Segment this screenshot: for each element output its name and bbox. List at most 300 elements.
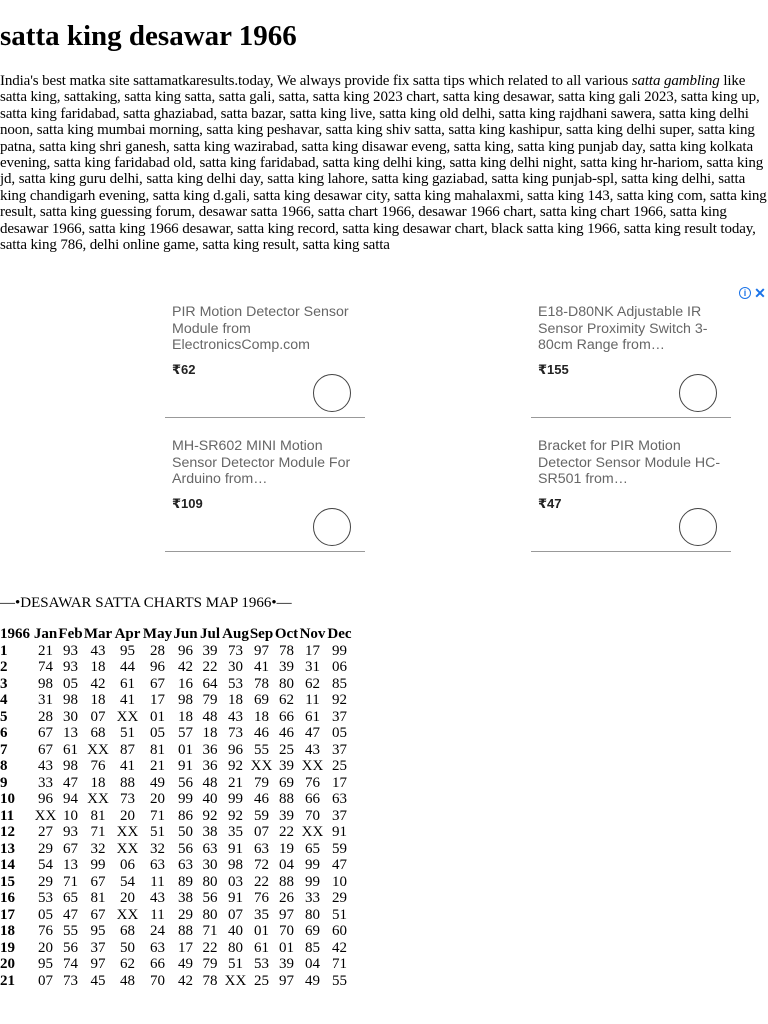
result-cell: 56 [202,890,218,906]
result-cell: 18 [228,692,243,708]
month-header: Jul [199,626,220,642]
result-cell: 25 [254,972,269,989]
result-cell: 57 [178,725,193,741]
result-cell: 53 [254,956,269,972]
chart-row [0,758,353,775]
date-cell: 11 [0,807,15,824]
result-cell: 17 [305,642,320,659]
date-cell: 4 [0,692,8,708]
result-cell: 38 [202,824,218,840]
result-cell: 35 [228,824,243,840]
result-cell: 18 [202,725,218,741]
result-cell: 66 [150,956,165,972]
date-cell: 21 [0,972,15,989]
result-cell: 80 [228,939,243,956]
date-cell: 3 [0,675,8,692]
result-cell: 35 [254,906,269,923]
result-cell: 86 [178,807,193,824]
month-header: Mar [83,626,113,642]
date-cell: 8 [0,758,8,774]
result-cell: 06 [332,659,347,675]
result-cell: 60 [332,923,347,939]
result-cell: 48 [120,972,135,989]
chart-row [0,923,353,940]
chart-row [0,709,353,726]
result-cell: 17 [150,692,165,708]
result-cell: 62 [120,956,135,972]
date-cell: 10 [0,791,15,807]
result-cell: XX [87,791,109,807]
ad-choices [739,286,766,300]
result-cell: 13 [63,857,78,873]
chart-row [0,659,353,676]
result-cell: 43 [305,741,320,758]
ad-card-price: ₹62 [172,362,196,377]
result-cell: 45 [90,972,106,989]
result-cell: 05 [38,906,53,923]
chart-row [0,808,353,825]
result-cell: 37 [332,708,347,725]
result-cell: XX [250,758,273,774]
result-cell: 43 [228,708,243,725]
date-cell: 18 [0,923,15,939]
result-cell: 68 [90,725,106,741]
result-cell: 22 [202,939,218,956]
result-cell: 68 [120,923,135,939]
result-cell: 51 [332,906,347,923]
result-cell: 69 [254,692,269,708]
ad-card-price: ₹47 [538,496,562,511]
ad-card-title[interactable]: Bracket for PIR Motion Detector Sensor Module HC-SR501 from… [538,438,721,488]
result-cell: 98 [63,692,78,708]
result-cell: 91 [228,840,243,857]
result-cell: 87 [120,741,135,758]
result-cell: 19 [279,840,294,857]
result-cell: 30 [202,857,218,873]
result-cell: 70 [305,807,320,824]
result-cell: 89 [178,873,193,890]
result-cell: 29 [38,873,53,890]
chart-row [0,907,353,924]
result-cell: 20 [120,807,135,824]
month-header: Oct [274,626,299,642]
result-cell: 03 [228,873,243,890]
result-cell: 33 [305,890,320,906]
result-cell: 22 [254,873,269,890]
date-cell: 12 [0,824,15,840]
result-cell: 95 [90,923,106,939]
result-cell: 48 [202,774,218,791]
result-cell: 67 [150,675,165,692]
result-cell: 01 [178,741,193,758]
result-cell: 99 [332,642,347,659]
result-cell: 22 [279,824,294,840]
chart-row [0,692,353,709]
result-cell: 46 [254,791,269,807]
month-header: Nov [299,626,326,642]
result-cell: 76 [38,923,53,939]
result-cell: 92 [332,692,347,708]
ad-card[interactable] [165,296,365,418]
result-cell: 88 [279,873,294,890]
result-cell: 25 [332,758,347,774]
result-cell: 37 [332,807,347,824]
result-cell: 24 [150,923,165,939]
result-cell: 96 [228,741,243,758]
result-cell: 39 [279,758,294,774]
result-cell: 10 [63,807,78,824]
result-cell: 55 [254,741,269,758]
result-cell: 18 [254,708,269,725]
result-cell: 96 [178,642,193,659]
result-cell: 49 [178,956,193,972]
result-cell: 31 [38,692,53,708]
result-cell: 63 [254,840,269,857]
result-cell: 78 [202,972,218,989]
result-cell: 71 [150,807,165,824]
intro-text-end: like satta king, sattaking, satta king satta, satta gali, satta, satta king 2023 chart, satta king desawar, satta king gali 2023, satta king up, satta king faridabad, satta ghaziabad, satta bazar, satta king live, satta king old delhi, satta king rajdhani sawera, satta king delhi noon, satta king mumbai morning, satta king peshavar, satta king shiv satta, satta king kashipur, satta king delhi super, satta king patna, satta king shri ganesh, satta king wazirabad, satta king disawar eveng, satta king, satta king punjab day, satta king kolkata evening, satta king faridabad old, satta king faridabad, satta king delhi king, satta king delhi night, satta king hr-hariom, satta king jd, satta king guru delhi, satta king delhi day, satta king lahore, satta king gaziabad, satta king punjab-spl, satta king delhi, satta king chandigarh evening, satta king d.gali, satta king desawar city, satta king mahalaxmi, satta king 143, satta king com, satta king result, satta king guessing forum, desawar satta 1966, satta chart 1966, desawar 1966 chart, satta king chart 1966, satta king desawar 1966, satta king 1966 desawar, satta king record, satta king desawar chart, black satta king 1966, satta king result today, satta king 786, delhi online game, satta king result, satta king satta [0,73,767,254]
ad-card-price: ₹155 [538,362,569,377]
result-cell: 56 [178,840,193,857]
result-cell: 62 [279,692,294,708]
result-cell: 63 [332,791,347,807]
result-cell: 93 [63,824,78,840]
ad-card-divider [165,417,365,418]
result-cell: 73 [228,725,243,741]
result-cell: 85 [305,939,320,956]
result-cell: 01 [150,708,165,725]
date-cell: 5 [0,708,8,725]
result-cell: 39 [279,956,294,972]
result-cell: 67 [90,873,106,890]
result-cell: 05 [150,725,165,741]
ad-card-divider [531,417,731,418]
result-cell: 38 [178,890,193,906]
result-cell: XX [116,708,139,725]
result-cell: 20 [150,791,165,807]
result-cell: 53 [38,890,53,906]
result-cell: XX [116,840,139,857]
result-cell: XX [116,906,139,923]
result-cell: 33 [38,774,53,791]
result-cell: 36 [202,741,218,758]
result-cell: 62 [305,675,320,692]
result-cell: 69 [279,774,294,791]
result-cell: 28 [150,642,165,659]
result-cell: 29 [332,890,347,906]
result-cell: 99 [305,873,320,890]
date-cell: 19 [0,939,15,956]
result-cell: 56 [178,774,193,791]
result-cell: 36 [202,758,218,774]
result-cell: 54 [38,857,53,873]
result-cell: 66 [305,791,320,807]
result-cell: 30 [63,708,78,725]
date-cell: 13 [0,840,15,857]
result-cell: 67 [63,840,78,857]
result-cell: 71 [332,956,347,972]
chart-row [0,973,353,990]
result-cell: 98 [63,758,78,774]
result-cell: 01 [279,939,294,956]
result-cell: 99 [228,791,243,807]
result-cell: 43 [150,890,165,906]
ad-card-title[interactable]: E18-D80NK Adjustable IR Sensor Proximity Switch 3-80cm Range from… [538,304,708,354]
result-cell: 07 [228,906,243,923]
chart-row [0,676,353,693]
result-cell: 81 [90,890,106,906]
result-cell: 71 [90,824,106,840]
result-cell: 80 [305,906,320,923]
result-cell: 51 [120,725,135,741]
result-cell: 97 [279,906,294,923]
result-cell: 21 [38,642,53,659]
result-cell: 20 [38,939,53,956]
result-cell: 21 [150,758,165,774]
intro-italic-text: satta gambling [631,73,720,89]
result-cell: 18 [90,659,106,675]
result-cell: 70 [279,923,294,939]
date-cell: 6 [0,725,8,741]
result-cell: 96 [38,791,53,807]
ad-card[interactable] [531,430,721,552]
result-cell: 59 [332,840,347,857]
month-header: Jan [33,626,58,642]
result-cell: 30 [228,659,243,675]
result-cell: 96 [150,659,165,675]
result-cell: 91 [228,890,243,906]
result-cell: 11 [305,692,320,708]
result-cell: 71 [202,923,218,939]
chart-row [0,874,353,891]
ad-card-divider [531,551,731,552]
ad-card-price: ₹109 [172,496,203,511]
result-cell: 54 [120,873,135,890]
result-cell: 42 [90,675,106,692]
chart-row [0,956,353,973]
result-cell: 97 [90,956,106,972]
result-cell: 18 [178,708,193,725]
result-cell: 93 [63,659,78,675]
result-cell: 61 [254,939,269,956]
result-cell: 91 [178,758,193,774]
result-cell: 97 [254,642,269,659]
result-cell: 43 [38,758,53,774]
result-cell: 39 [279,659,294,675]
month-header: Sep [249,626,274,642]
result-cell: 11 [150,873,165,890]
result-cell: 40 [228,923,243,939]
result-cell: 39 [202,642,218,659]
month-header: Feb [58,626,83,642]
result-cell: 73 [228,642,243,659]
result-cell: 64 [202,675,218,692]
result-cell: 37 [332,741,347,758]
result-cell: 98 [178,692,193,708]
chart-row [0,890,353,907]
date-cell: 9 [0,774,8,791]
result-cell: 07 [254,824,269,840]
date-cell: 1 [0,642,8,659]
result-cell: 40 [202,791,218,807]
desawar-chart-table [0,626,353,989]
chart-heading: —•DESAWAR SATTA CHARTS MAP 1966•— [0,595,292,611]
result-cell: 88 [120,774,135,791]
result-cell: 49 [150,774,165,791]
result-cell: 32 [150,840,165,857]
result-cell: 18 [90,692,106,708]
result-cell: 93 [63,642,78,659]
result-cell: 05 [63,675,78,692]
result-cell: 31 [305,659,320,675]
ad-info-icon[interactable]: i [739,287,751,299]
month-header: Apr [114,626,141,642]
result-cell: 79 [254,774,269,791]
result-cell: 27 [38,824,53,840]
result-cell: 46 [254,725,269,741]
result-cell: 59 [254,807,269,824]
ad-card[interactable] [531,296,708,418]
result-cell: 06 [120,857,135,873]
result-cell: 46 [279,725,294,741]
result-cell: 65 [305,840,320,857]
result-cell: 41 [120,692,135,708]
result-cell: 51 [228,956,243,972]
result-cell: 69 [305,923,320,939]
result-cell: XX [224,972,247,989]
result-cell: 53 [228,675,243,692]
result-cell: 63 [150,857,165,873]
result-cell: 05 [332,725,347,741]
result-cell: 80 [279,675,294,692]
result-cell: 39 [279,807,294,824]
chart-row [0,791,353,808]
ad-card-title[interactable]: MH-SR602 MINI Motion Sensor Detector Module For Arduino from… [172,438,351,488]
result-cell: 61 [120,675,135,692]
result-cell: 61 [305,708,320,725]
result-cell: 63 [150,939,165,956]
date-cell: 20 [0,956,15,972]
result-cell: XX [301,824,324,840]
year-header: 1966 [0,626,30,642]
result-cell: 42 [178,972,193,989]
result-cell: 80 [202,873,218,890]
result-cell: 11 [150,906,165,923]
result-cell: XX [34,807,57,824]
result-cell: 43 [90,642,106,659]
ad-close-icon[interactable]: ✕ [754,285,766,301]
result-cell: 99 [90,857,106,873]
result-cell: 47 [63,906,78,923]
ad-go-button[interactable] [313,374,351,412]
result-cell: 29 [178,906,193,923]
result-cell: XX [87,741,109,758]
result-cell: 81 [150,741,165,758]
result-cell: 47 [305,725,320,741]
result-cell: 88 [178,923,193,939]
ad-card[interactable] [165,430,365,552]
result-cell: 17 [332,774,347,791]
result-cell: 37 [90,939,106,956]
result-cell: 76 [90,758,106,774]
result-cell: 47 [63,774,78,791]
result-cell: 04 [305,956,320,972]
date-cell: 2 [0,659,8,675]
result-cell: 29 [38,840,53,857]
result-cell: 95 [38,956,53,972]
ad-card-title[interactable]: PIR Motion Detector Sensor Module from ElectronicsComp.com [172,304,349,354]
result-cell: 78 [254,675,269,692]
result-cell: 22 [202,659,218,675]
result-cell: 95 [120,642,135,659]
result-cell: 92 [228,807,243,824]
result-cell: 17 [178,939,193,956]
result-cell: 63 [178,857,193,873]
month-header: Aug [222,626,249,642]
chart-row [0,940,353,957]
result-cell: 49 [305,972,320,989]
chart-row [0,725,353,742]
result-cell: 55 [332,972,347,989]
result-cell: 41 [254,659,269,675]
date-cell: 7 [0,741,8,758]
result-cell: 79 [202,692,218,708]
result-cell: 92 [202,807,218,824]
result-cell: 76 [305,774,320,791]
intro-paragraph [0,73,768,253]
result-cell: 42 [332,939,347,956]
ad-go-button[interactable] [679,508,717,546]
result-cell: 51 [150,824,165,840]
chart-row [0,775,353,792]
result-cell: 50 [178,824,193,840]
chart-header-row [0,626,353,643]
chart-body [0,643,353,990]
chart-row [0,643,353,660]
result-cell: 74 [63,956,78,972]
result-cell: 56 [63,939,78,956]
result-cell: 88 [279,791,294,807]
result-cell: 28 [38,708,53,725]
result-cell: 04 [279,857,294,873]
chart-row [0,841,353,858]
result-cell: 78 [279,642,294,659]
result-cell: 32 [90,840,106,857]
result-cell: 07 [90,708,106,725]
result-cell: 13 [63,725,78,741]
result-cell: 97 [279,972,294,989]
month-header: Dec [327,626,352,642]
result-cell: 65 [63,890,78,906]
result-cell: 74 [38,659,53,675]
result-cell: 61 [63,741,78,758]
result-cell: 98 [38,675,53,692]
result-cell: 16 [178,675,193,692]
result-cell: 66 [279,708,294,725]
result-cell: 71 [63,873,78,890]
result-cell: 21 [228,774,243,791]
date-cell: 16 [0,890,15,906]
ad-go-button[interactable] [679,374,717,412]
chart-row [0,742,353,759]
result-cell: 85 [332,675,347,692]
date-cell: 15 [0,873,15,890]
result-cell: 10 [332,873,347,890]
ad-go-button[interactable] [313,508,351,546]
result-cell: XX [301,758,324,774]
result-cell: 20 [120,890,135,906]
result-cell: 47 [332,857,347,873]
